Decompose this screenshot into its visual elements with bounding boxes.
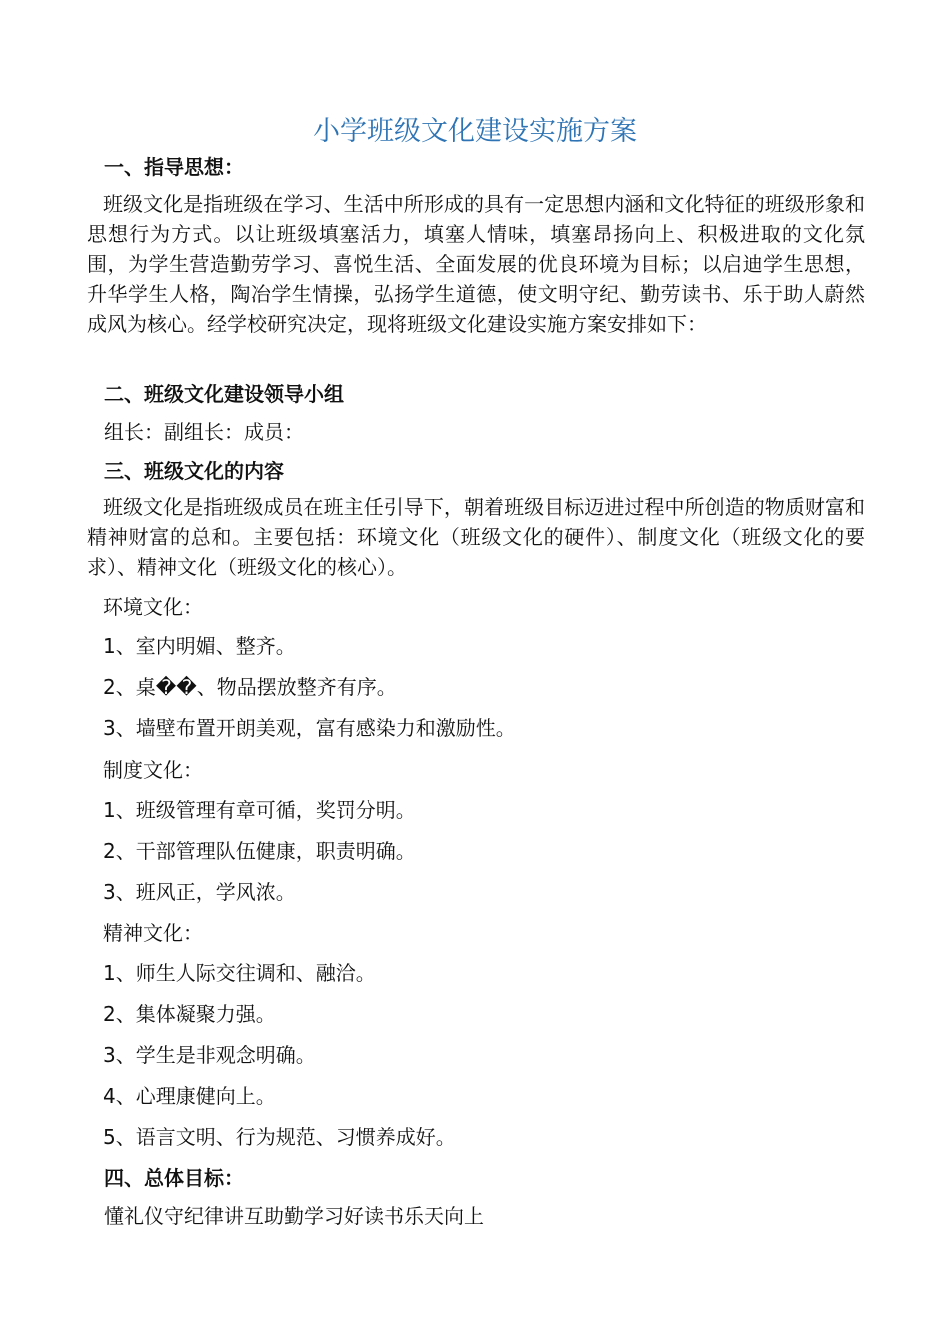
section-heading-overall-goal: 四、总体目标： — [104, 1166, 244, 1190]
list-item: 2、桌��、物品摆放整齐有序。 — [103, 675, 397, 699]
system-culture-label: 制度文化： — [103, 758, 203, 782]
section-heading-class-culture-content: 三、班级文化的内容 — [104, 459, 284, 483]
section-heading-leadership-group: 二、班级文化建设领导小组 — [104, 382, 344, 406]
list-item: 5、语言文明、行为规范、习惯养成好。 — [103, 1125, 456, 1149]
list-item: 3、学生是非观念明确。 — [103, 1043, 316, 1067]
list-item: 1、班级管理有章可循，奖罚分明。 — [103, 798, 416, 822]
list-item: 1、室内明媚、整齐。 — [103, 634, 296, 658]
section-heading-guiding-ideology: 一、指导思想： — [104, 155, 244, 179]
environment-culture-label: 环境文化： — [103, 595, 203, 619]
list-item: 2、干部管理队伍健康，职责明确。 — [103, 839, 416, 863]
list-item: 3、墙壁布置开朗美观，富有感染力和激励性。 — [103, 716, 516, 740]
guiding-ideology-paragraph: 班级文化是指班级在学习、生活中所形成的具有一定思想内涵和文化特征的班级形象和思想行为方式。以让班级填塞活力，填塞人情味，填塞昂扬向上、积极进取的文化氛围，为学生营造勤劳学习、喜悦生活、全面发展的优良环境为目标；以启迪学生思想，升华学生人格，陶冶学生情操，弘扬学生道德，使文明守纪、勤劳读书、乐于助人蔚然成风为核心。经学校研究决定，现将班级文化建设实施方案安排如下： — [87, 192, 865, 336]
leadership-members-line: 组长：副组长：成员： — [104, 420, 304, 444]
document-title: 小学班级文化建设实施方案 — [313, 116, 637, 147]
list-item: 1、师生人际交往调和、融洽。 — [103, 961, 376, 985]
list-item: 4、心理康健向上。 — [103, 1084, 276, 1108]
class-culture-content-paragraph: 班级文化是指班级成员在班主任引导下，朝着班级目标迈进过程中所创造的物质财富和精神财富的总和。主要包括：环境文化（班级文化的硬件）、制度文化（班级文化的要求）、精神文化（班级文化的核心）。 — [87, 495, 865, 579]
list-item: 3、班风正，学风浓。 — [103, 880, 296, 904]
list-item: 2、集体凝聚力强。 — [103, 1002, 276, 1026]
overall-goal-line: 懂礼仪守纪律讲互助勤学习好读书乐天向上 — [104, 1204, 484, 1228]
spirit-culture-label: 精神文化： — [103, 921, 203, 945]
